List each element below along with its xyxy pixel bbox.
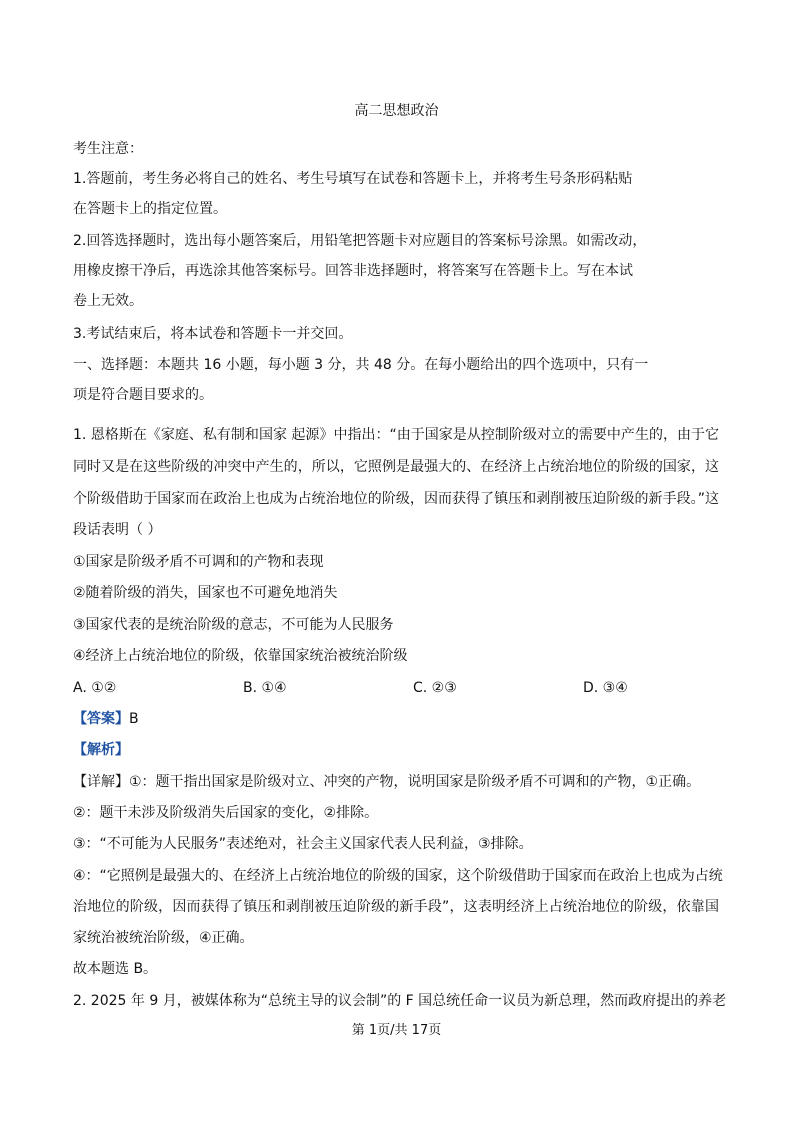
notice-line: 2.回答选择题时，选出每小题答案后，用铅笔把答题卡对应题目的答案标号涂黑。如需改动， — [73, 233, 647, 249]
question-stem: 个阶级借助于国家而在政治上也成为占统治地位的阶级，因而获得了镇压和剥削被压迫阶级的新手段。”这 — [73, 491, 719, 507]
detail-line: 家统治被统治阶级，④正确。 — [73, 930, 254, 946]
section-heading: 一、选择题：本题共 16 小题，每小题 3 分，共 48 分。在每小题给出的四个选项中，只有一 — [73, 357, 649, 373]
detail-line: ④：“它照例是最强大的、在经济上占统治地位的阶级的国家，这个阶级借助于国家而在政治上也成为占统 — [73, 868, 723, 884]
statement: ④经济上占统治地位的阶级，依靠国家统治被统治阶级 — [73, 648, 408, 664]
detail-text: ①：题干指出国家是阶级对立、冲突的产物，说明国家是阶级矛盾不可调和的产物，①正确。 — [129, 774, 701, 790]
notice-line: 卷上无效。 — [73, 293, 143, 309]
statement: ③国家代表的是统治阶级的意志，不可能为人民服务 — [73, 617, 394, 633]
option-c: C. ②③ — [413, 680, 457, 696]
option-a: A. ①② — [73, 680, 117, 696]
detail-line: ③：“不可能为人民服务”表述绝对，社会主义国家代表人民利益，③排除。 — [73, 836, 533, 852]
question-stem: 同时又是在这些阶级的冲突中产生的，所以，它照例是最强大的、在经济上占统治地位的阶级的国家，这 — [73, 459, 719, 475]
notice-line: 在答题卡上的指定位置。 — [73, 201, 227, 217]
notice-line: 用橡皮擦干净后，再选涂其他答案标号。回答非选择题时，将答案写在答题卡上。写在本试 — [73, 263, 633, 279]
answer-line — [73, 710, 139, 728]
statement: ①国家是阶级矛盾不可调和的产物和表现 — [73, 554, 324, 570]
question-stem: 1. 恩格斯在《家庭、私有制和国家 起源》中指出：“由于国家是从控制阶级对立的需要中产生的，由于它 — [73, 427, 719, 443]
analysis-label: 【解析】 — [73, 742, 129, 758]
detail-line: 故本题选 B。 — [73, 961, 158, 977]
option-d: D. ③④ — [583, 680, 628, 696]
statement: ②随着阶级的消失，国家也不可避免地消失 — [73, 585, 338, 601]
page-footer: 第 1页/共 17页 — [351, 1023, 442, 1038]
option-b: B. ①④ — [243, 680, 287, 696]
detail-label: 【详解】 — [73, 774, 129, 790]
section-heading: 项是符合题目要求的。 — [73, 387, 213, 403]
notice-line: 1.答题前，考生务必将自己的姓名、考生号填写在试卷和答题卡上，并将考生号条形码粘贴 — [73, 171, 633, 187]
document-title: 高二思想政治 — [354, 103, 439, 119]
detail-line: 治地位的阶级，因而获得了镇压和剥削被压迫阶级的新手段”，这表明经济上占统治地位的阶级，依靠国 — [73, 899, 719, 915]
detail-line — [73, 773, 700, 791]
notice-heading: 考生注意： — [73, 141, 143, 157]
detail-line: ②：题干未涉及阶级消失后国家的变化，②排除。 — [73, 805, 379, 821]
notice-line: 3.考试结束后，将本试卷和答题卡一并交回。 — [73, 326, 353, 342]
question-stem: 段话表明（ ） — [73, 522, 162, 538]
analysis-line — [73, 741, 129, 759]
question-stem: 2. 2025 年 9 月，被媒体称为“总统主导的议会制”的 F 国总统任命一议员为新总理，然而政府提出的养老 — [73, 993, 727, 1009]
answer-value: B — [129, 711, 139, 727]
answer-label: 【答案】 — [73, 711, 129, 727]
